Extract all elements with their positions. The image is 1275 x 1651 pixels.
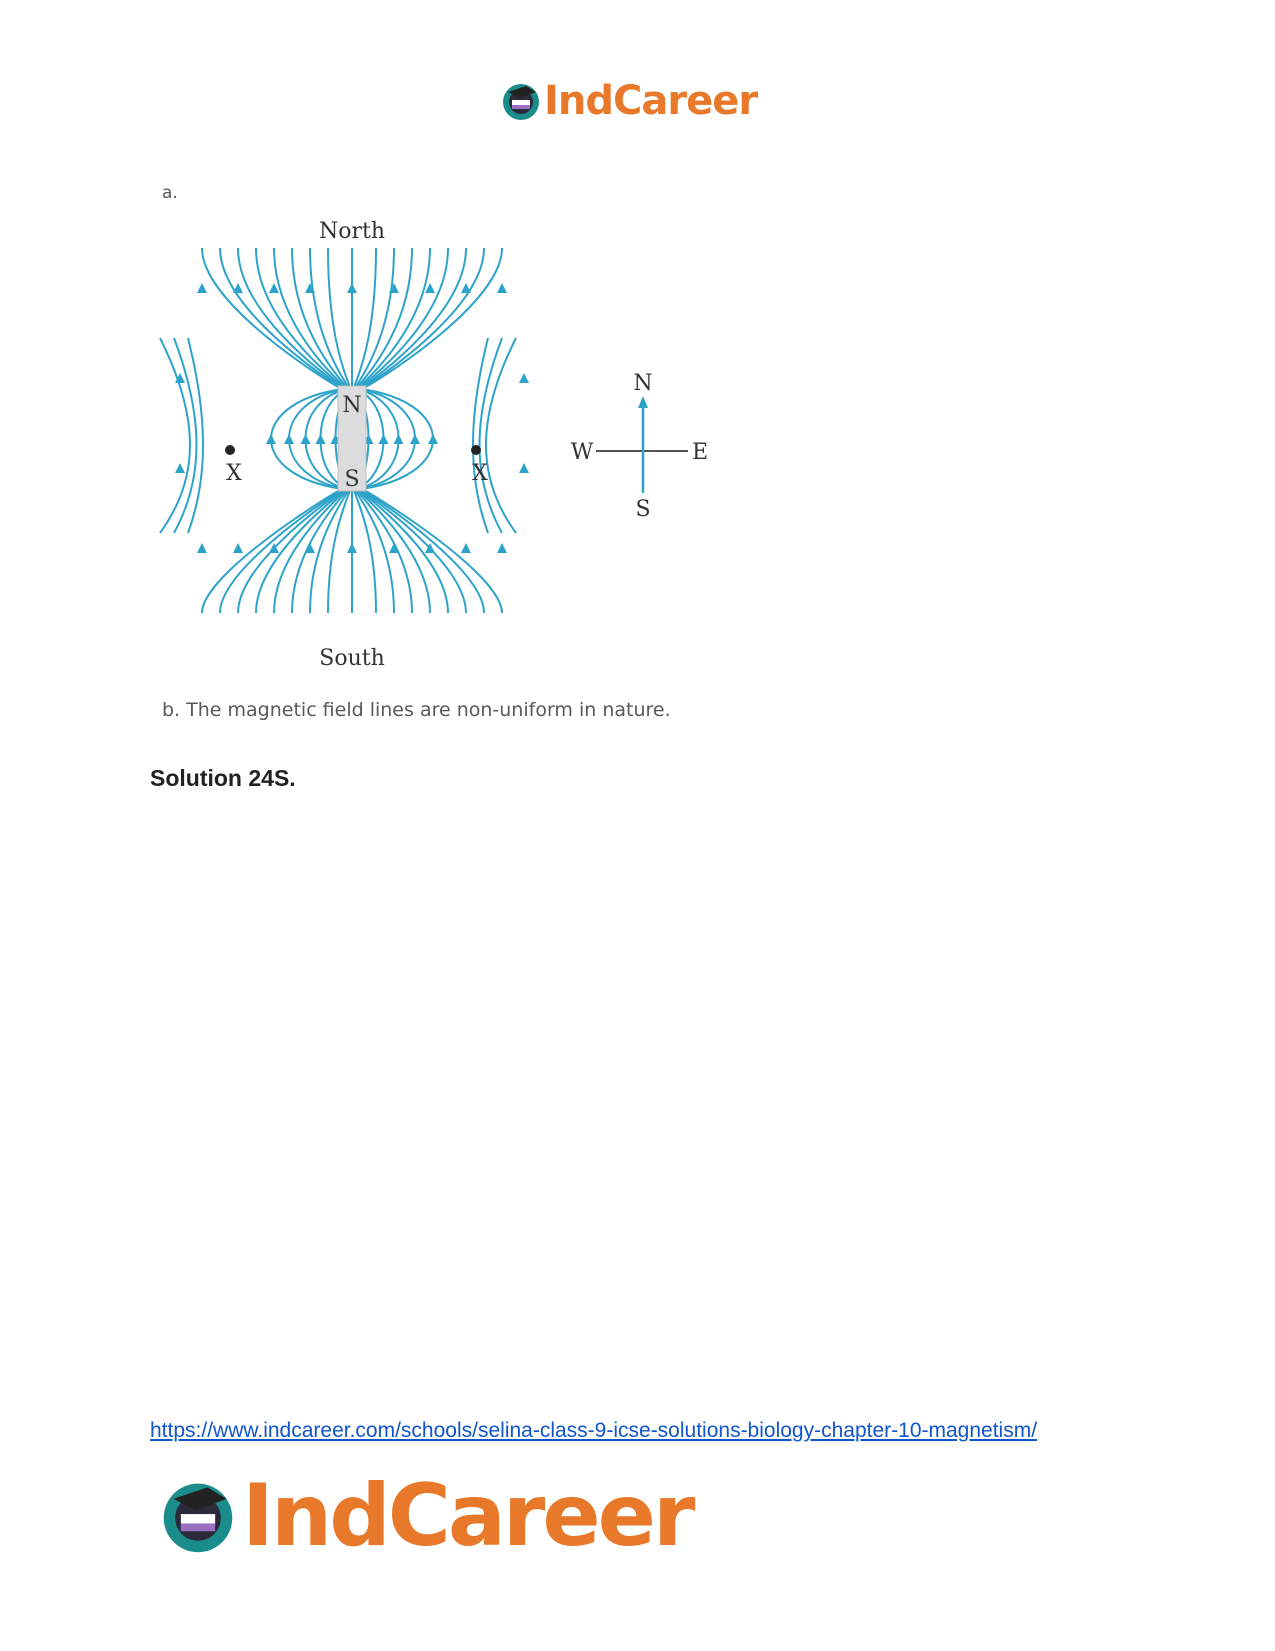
field-arrow bbox=[461, 543, 471, 553]
field-line bbox=[160, 338, 190, 533]
field-arrow bbox=[497, 543, 507, 553]
field-arrow bbox=[284, 434, 294, 444]
part-a-label: a. bbox=[162, 183, 178, 203]
logo-wordmark: IndCareer bbox=[242, 1466, 693, 1566]
compass bbox=[571, 371, 708, 522]
field-arrow bbox=[175, 463, 185, 473]
neutral-point-right-label: X bbox=[472, 461, 488, 486]
field-arrow bbox=[425, 283, 435, 293]
compass-north: N bbox=[633, 371, 653, 396]
field-arrow bbox=[428, 434, 438, 444]
graduation-cap-icon bbox=[500, 80, 542, 122]
magnet-north-label: N bbox=[342, 393, 362, 418]
compass-east: E bbox=[691, 440, 709, 465]
field-arrow bbox=[301, 434, 311, 444]
field-arrow bbox=[347, 283, 357, 293]
field-line bbox=[220, 248, 341, 388]
magnet-south-label: S bbox=[344, 467, 360, 492]
field-arrow bbox=[347, 543, 357, 553]
field-arrow bbox=[379, 434, 389, 444]
field-arrow bbox=[305, 543, 315, 553]
field-arrow bbox=[519, 463, 529, 473]
field-arrow bbox=[394, 434, 404, 444]
logo-wordmark: IndCareer bbox=[544, 78, 758, 124]
footer-logo bbox=[158, 1466, 692, 1566]
field-arrow bbox=[316, 434, 326, 444]
field-arrow bbox=[497, 283, 507, 293]
neutral-point-left-label: X bbox=[226, 461, 242, 486]
header-logo bbox=[500, 78, 757, 124]
field-arrow bbox=[269, 283, 279, 293]
field-line bbox=[363, 248, 484, 388]
field-arrow bbox=[266, 434, 276, 444]
field-arrow bbox=[389, 543, 399, 553]
south-label: South bbox=[319, 646, 385, 671]
neutral-point-left bbox=[225, 445, 235, 455]
field-arrow bbox=[410, 434, 420, 444]
magnetic-field-diagram bbox=[150, 218, 720, 678]
neutral-point-right bbox=[471, 445, 481, 455]
field-arrow bbox=[233, 543, 243, 553]
part-b-text: b. The magnetic field lines are non-uniform in nature. bbox=[162, 699, 671, 721]
compass-west: W bbox=[570, 440, 594, 465]
field-line bbox=[360, 490, 448, 613]
graduation-cap-icon bbox=[158, 1476, 238, 1556]
field-arrow bbox=[197, 543, 207, 553]
compass-south: S bbox=[635, 497, 651, 522]
field-line bbox=[486, 338, 516, 533]
north-label: North bbox=[318, 219, 386, 244]
solution-heading: Solution 24S. bbox=[150, 765, 296, 791]
footer-url-link[interactable]: https://www.indcareer.com/schools/selina-class-9-icse-solutions-biology-chapter-10-magnetism/ bbox=[150, 1419, 1038, 1442]
field-arrow bbox=[197, 283, 207, 293]
field-arrow bbox=[233, 283, 243, 293]
field-arrow bbox=[519, 373, 529, 383]
field-arrow bbox=[461, 283, 471, 293]
field-line bbox=[256, 490, 344, 613]
